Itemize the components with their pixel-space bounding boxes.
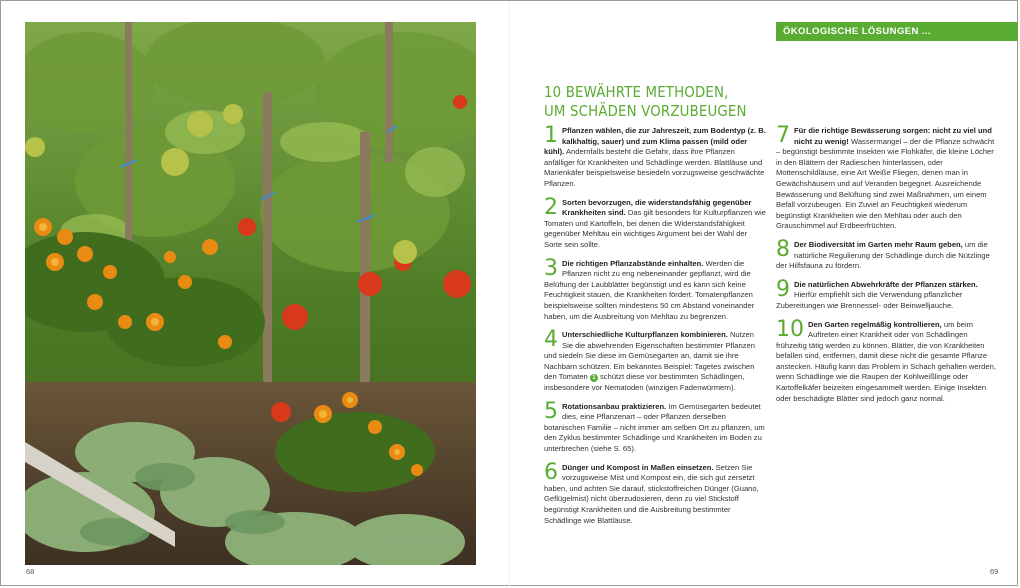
method-lead: Den Garten regelmäßig kontrollieren, xyxy=(808,319,942,329)
photo-reference-badge: 1 xyxy=(590,374,598,382)
page-number-left: 68 xyxy=(26,567,35,576)
method-body: um beim Auftreten einer Krankheit oder von Schädlingen frühzeitig tätig werden zu können. Blätter, die von Krankheiten befallen sind, entfernen, damit diese nicht die gesamte Pflanze anstecken. Häufig kann das Problem in Schach gehalten werden, wenn Schädlinge wie die Raupen der Kohlweißlinge oder Kartoffelkäfer beizeiten eingesammelt werden. Einige Insekten oder beschädigte Blätter sind jedoch ganz normal. xyxy=(776,319,996,403)
method-number: 8 xyxy=(776,236,790,262)
method-lead: Die richtigen Pflanzabstände einhalten. xyxy=(562,258,704,268)
method-item xyxy=(776,236,998,272)
page-title-line-1: 10 BEWÄHRTE METHODEN, xyxy=(544,83,729,101)
method-lead: Sorten bevorzugen, die widerstandsfähig gegenüber Krankheiten sind. xyxy=(562,197,752,218)
method-item xyxy=(776,316,998,405)
method-lead: Unterschiedliche Kulturpflanzen kombinieren. xyxy=(562,330,728,340)
method-lead: Rotationsanbau praktizieren. xyxy=(562,401,667,411)
method-body: Im Gemüsegarten bedeutet dies, eine Pflanzenart – oder Pflanzen derselben botanischen Familie – nicht immer am selben Ort zu pflanzen, um den Zyklus bestimmter Schädlinge und Krankheiten im Boden zu unterbrechen (siehe S. 65). xyxy=(544,401,765,454)
method-body: um die natürliche Regulierung der Schädlinge durch die Nützlinge der Hilfsfauna zu fördern. xyxy=(776,239,990,271)
method-number: 5 xyxy=(544,398,558,424)
method-body-continued: schützt diese vor bestimmten Schädlingen, insbesondere vor Nematoden (winzigen Fadenwürmern). xyxy=(544,372,745,393)
method-body: Wassermangel – der die Pflanze schwächt – begünstigt bestimmte Insekten wie Flohkäfer, die kleine Löcher in den Blättern der Radieschen hinterlassen, oder Mottenschildläuse, eine Art Weiße Fliegen, denen man in Gewächshäusern und auf Veranden begegnet. Ausreichende Bewässerung und Belüftung sind zwei Maßnahmen, um einem Befall vorzubeugen. Ein Zuviel an Feuchtigkeit wiederum begünstigt Krankheiten wie den Mehltau oder auch den Grauschimmel auf Erdbeerfrüchten. xyxy=(776,136,995,231)
method-body: Das gilt besonders für Kulturpflanzen wie Tomaten und Kartoffeln, bei denen die Widerstandsfähigkeit gegenüber Mehltau ein wichtiges Argument bei der Wahl der Sorte sein sollte. xyxy=(544,208,766,249)
text-column-left xyxy=(544,123,766,534)
method-body: Nutzen Sie die abwehrenden Eigenschaften bestimmter Pflanzen und siedeln Sie diese im Gemüsegarten an, damit sie ihre Nachbarn schützen. Ein bekanntes Beispiel: Tagetes zwischen den Tomaten xyxy=(544,330,755,382)
method-lead: Die natürlichen Abwehrkräfte der Pflanzen stärken. xyxy=(794,279,978,289)
method-number: 1 xyxy=(544,123,558,148)
method-number: 10 xyxy=(776,316,804,342)
method-body: Setzen Sie vorzugsweise Mist und Kompost ein, die sich gut zersetzt haben, und achten Sie darauf, stickstoffreichen Dünger (Guano, Geflügelmist) nicht überzudosieren, denn zu viel Stickstoff begünstigt Krankheiten und die Ausbreitung bestimmter Schädlinge wie Blattläuse. xyxy=(544,462,759,525)
text-column-right xyxy=(776,123,998,412)
page-number-right: 69 xyxy=(990,567,999,576)
method-body: Hierfür empfiehlt sich die Verwendung pflanzlicher Zubereitungen wie Brennessel- oder Beinwelljauche. xyxy=(776,290,963,310)
method-item xyxy=(544,255,766,323)
method-lead: Für die richtige Bewässerung sorgen: nicht zu viel und nicht zu wenig! xyxy=(794,126,992,146)
page-title xyxy=(544,83,759,121)
method-item xyxy=(544,398,766,455)
section-header-band: ÖKOLOGISCHE LÖSUNGEN ... xyxy=(776,22,1018,41)
book-spine xyxy=(509,1,510,587)
method-item xyxy=(776,276,998,312)
page-title-line-2: UM SCHÄDEN VORZUBEUGEN xyxy=(544,102,747,120)
method-item xyxy=(776,123,998,232)
method-item xyxy=(544,123,766,190)
method-body: Werden die Pflanzen nicht zu eng nebeneinander gepflanzt, wird die Belüftung der Laubblätter begünstigt und es kann sich keine Feuchtigkeit stauen, die Krankheiten fördert. Tomatenpflanzen beispielsweise sollten mindestens 50 cm Abstand voneinander haben, um die Ausbreitung von Mehltau zu begrenzen. xyxy=(544,258,755,321)
method-lead: Der Biodiversität im Garten mehr Raum geben, xyxy=(794,239,963,249)
method-number: 9 xyxy=(776,276,790,302)
method-item xyxy=(544,327,766,394)
method-number: 6 xyxy=(544,459,558,485)
method-item xyxy=(544,459,766,527)
method-body: Andernfalls besteht die Gefahr, dass ihre Pflanzen anfälliger für Krankheiten und Schädlinge werden. Blattläuse und Marienkäfer beispielsweise besiedeln vorzugsweise geschwächte Pflanzen. xyxy=(544,147,765,188)
garden-photo xyxy=(25,22,476,565)
method-number: 7 xyxy=(776,123,790,148)
method-lead: Pflanzen wählen, die zur Jahreszeit, zum Bodentyp (z. B. kalkhaltig, sauer) und zum Klima passen (mild oder kühl). xyxy=(544,126,766,157)
method-number: 2 xyxy=(544,194,558,220)
method-lead: Dünger und Kompost in Maßen einsetzen. xyxy=(562,462,714,472)
method-number: 4 xyxy=(544,327,558,353)
method-item xyxy=(544,194,766,251)
method-number: 3 xyxy=(544,255,558,281)
